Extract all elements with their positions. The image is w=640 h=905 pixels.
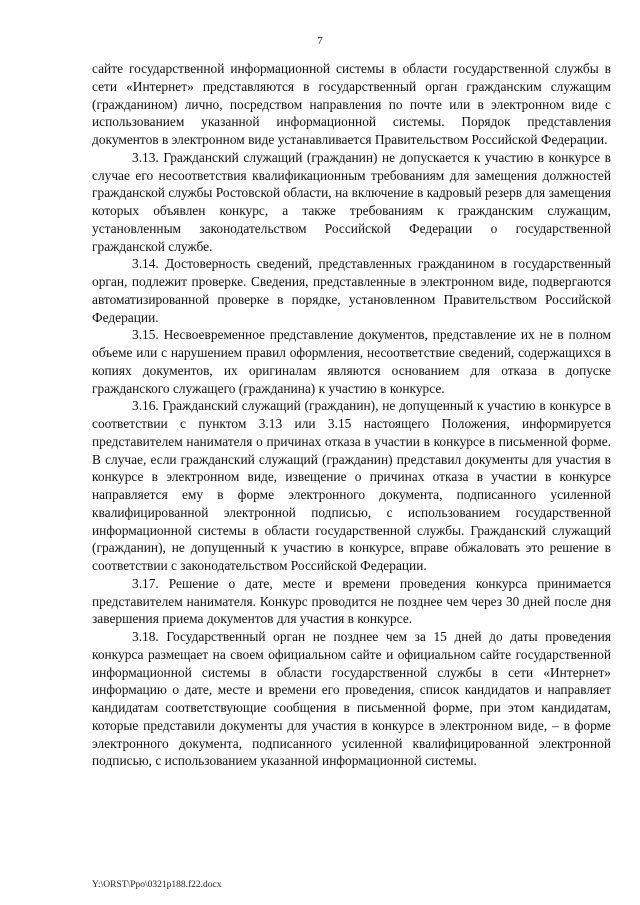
document-body	[92, 60, 611, 770]
paragraph-continuation: сайте государственной информационной системы в области государственной службы в сети «Интернет» представляются в государственный орган гражданским служащим (гражданином) лично, посредством направления по почте или в электронном виде с использованием указанной информационной системы. Порядок представления документов в электронном виде устанавливается Правительством Российской Федерации.	[92, 61, 611, 147]
paragraph-3-17: 3.17. Решение о дате, месте и времени проведения конкурса принимается представителем нанимателя. Конкурс проводится не позднее чем через 30 дней после дня завершения приема документов для участия в конкурсе.	[92, 575, 611, 627]
paragraph-3-13: 3.13. Гражданский служащий (гражданин) не допускается к участию в конкурсе в случае его несоответствия квалификационным требованиям для замещения должностей гражданской службы Ростовской области, на включение в кадровый резерв для замещения которых объявлен конкурс, а также требованиям к гражданским служащим, установленным законодательством Российской Федерации о государственной гражданской службе.	[92, 149, 611, 254]
footer-file-path: Y:\ORST\Ppo\0321p188.f22.docx	[92, 880, 222, 890]
paragraph-3-18: 3.18. Государственный орган не позднее чем за 15 дней до даты проведения конкурса размещает на своем официальном сайте и официальном сайте государственной информационной системы в области государственной службы в сети «Интернет» информацию о дате, месте и времени его проведения, список кандидатов и направляет кандидатам соответствующие сообщения в письменной форме, при этом кандидатам, которые представили документы для участия в конкурсе в электронном виде, – в форме электронного документа, подписанного усиленной квалифицированной электронной подписью, с использованием указанной информационной системы.	[92, 629, 611, 769]
paragraph-3-16: 3.16. Гражданский служащий (гражданин), не допущенный к участию в конкурсе в соответствии с пунктом 3.13 или 3.15 настоящего Положения, информируется представителем нанимателя о причинах отказа в участии в конкурсе в письменной форме. В случае, если гражданский служащий (гражданин) представил документы для участия в конкурсе в электронном виде, извещение о причинах отказа в участии в конкурсе направляется ему в форме электронного документа, подписанного усиленной квалифицированной электронной подписью, с использованием государственной информационной системы в области государственной службы. Гражданский служащий (гражданин), не допущенный к участию в конкурсе, вправе обжаловать это решение в соответствии с законодательством Российской Федерации.	[92, 398, 611, 573]
paragraph-3-15: 3.15. Несвоевременное представление документов, представление их не в полном объеме или с нарушением правил оформления, несоответствие сведений, содержащихся в копиях документов, их оригиналам являются основанием для отказа в допуске гражданского служащего (гражданина) к участию в конкурсе.	[92, 327, 611, 396]
page-number: 7	[317, 35, 323, 47]
paragraph-3-14: 3.14. Достоверность сведений, представленных гражданином в государственный орган, подлежит проверке. Сведения, представленные в электронном виде, подвергаются автоматизированной проверке в порядке, установленном Правительством Российской Федерации.	[92, 256, 611, 325]
